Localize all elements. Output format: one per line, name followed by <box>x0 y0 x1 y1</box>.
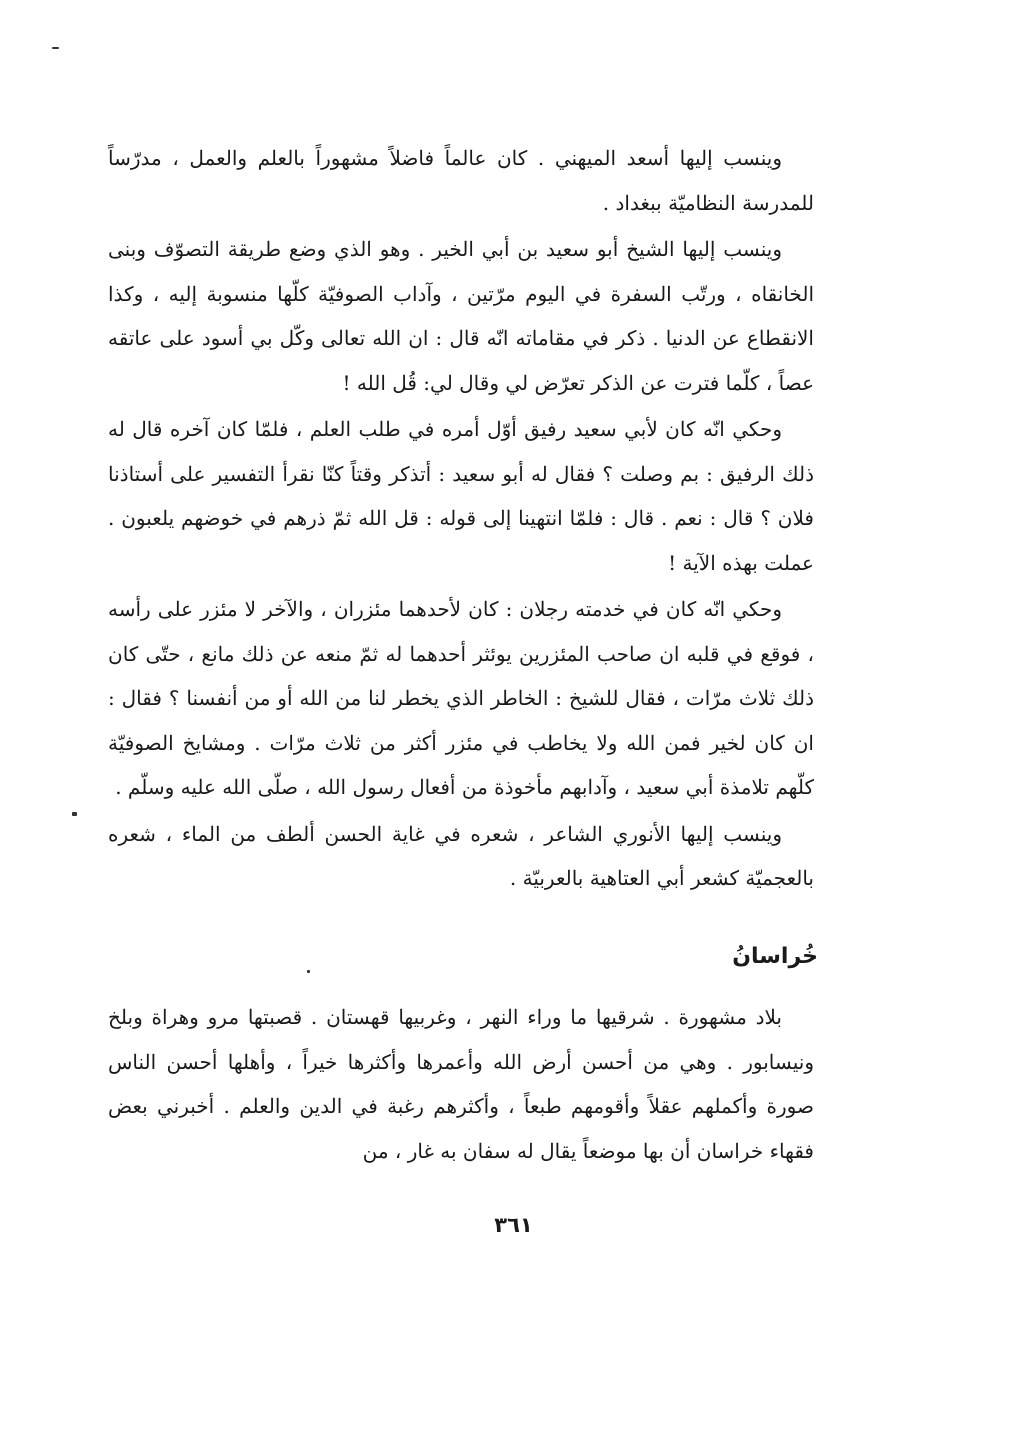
khurasan-text-block <box>108 995 814 1173</box>
main-text-block <box>108 136 814 901</box>
paragraph-two-servants: وحكي انّه كان في خدمته رجلان : كان لأحدهما مئزران ، والآخر لا مئزر على رأسه ، فوقع في قلبه ان صاحب المئزرين يوئثر أحدهما له ثمّ منعه عن ذلك مانع ، حتّى كان ذلك ثلاث مرّات ، فقال للشيخ : الخاطر الذي يخطر لنا من الله أو من أنفسنا ؟ فقال : ان كان لخير فمن الله ولا يخاطب في مئزر أكثر من ثلاث مرّات . ومشايخ الصوفيّة كلّهم تلامذة أبي سعيد ، وآدابهم مأخوذة من أفعال رسول الله ، صلّى الله عليه وسلّم . <box>108 597 814 799</box>
scan-speck <box>52 47 59 49</box>
scan-speck <box>72 812 77 816</box>
paragraph-anwari: وينسب إليها الأنوري الشاعر ، شعره في غاية الحسن ألطف من الماء ، شعره بالعجميّة كشعر أبي العتاهية بالعربيّة . <box>108 821 814 890</box>
scan-speck <box>307 970 310 973</box>
page-number: ٣٦١ <box>494 1213 533 1237</box>
section-heading-khurasan: خُراسانُ <box>732 944 818 969</box>
paragraph-abu-said: وينسب إليها الشيخ أبو سعيد بن أبي الخير . وهو الذي وضع طريقة التصوّف وبنى الخانقاه ، ورتّب السفرة في اليوم مرّتين ، وآداب الصوفيّة كلّها منسوبة إليه ، وكذا الانقطاع عن الدنيا . ذكر في مقاماته انّه قال : ان الله تعالى وكّل بي أسود على عاتقه عصاً ، كلّما فترت عن الذكر تعرّض لي وقال لي: قُل الله ! <box>108 237 814 395</box>
paragraph-asad-al-mayhani: وينسب إليها أسعد الميهني . كان عالماً فاضلاً مشهوراً بالعلم والعمل ، مدرّساً للمدرسة النظاميّة ببغداد . <box>108 146 814 215</box>
paragraph-khurasan: بلاد مشهورة . شرقيها ما وراء النهر ، وغربيها قهستان . قصبتها مرو وهراة وبلخ ونيسابور . وهي من أحسن أرض الله وأعمرها وأكثرها خيراً ، وأهلها أحسن الناس صورة وأكملهم عقلاً وأقومهم طبعاً ، وأكثرهم رغبة في الدين والعلم . أخبرني بعض فقهاء خراسان أن بها موضعاً يقال له سفان به غار ، من <box>108 1005 814 1163</box>
paragraph-companion-story: وحكي انّه كان لأبي سعيد رفيق أوّل أمره في طلب العلم ، فلمّا كان آخره قال له ذلك الرفيق : بم وصلت ؟ فقال له أبو سعيد : أتذكر وقتاً كنّا نقرأ التفسير على أستاذنا فلان ؟ قال : نعم . قال : فلمّا انتهينا إلى قوله : قل الله ثمّ ذرهم في خوضهم يلعبون . عملت بهذه الآية ! <box>108 417 814 575</box>
